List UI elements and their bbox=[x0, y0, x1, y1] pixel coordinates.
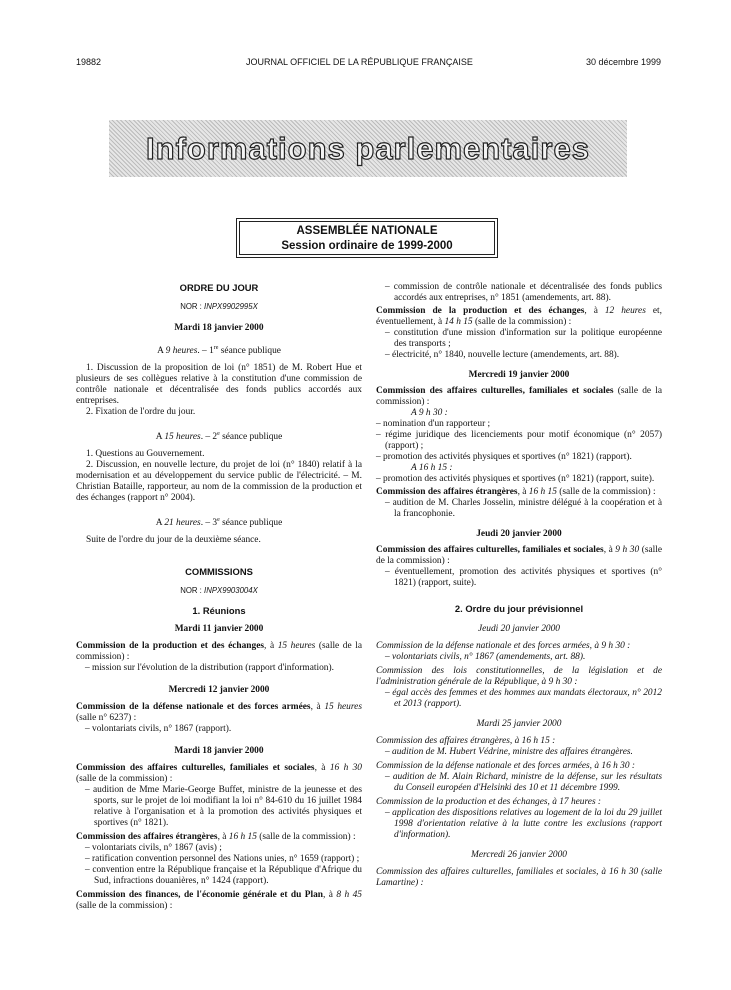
seance-1: A 9 heures. – 1re séance publique bbox=[157, 345, 281, 357]
seance-2-item: 2. Discussion, en nouvelle lecture, du projet de loi (n° 1840) relatif à la modernisation et au développement du service public de l'électricité. – M. Christian Bataille, rapporteur, au nom de la commission de la production et des échanges (rapport n° 2004). bbox=[76, 460, 362, 504]
left-column bbox=[76, 282, 362, 912]
commission-entry: Commission de la défense nationale et des forces armées, à 16 h 30 : bbox=[376, 761, 635, 771]
agenda-item: – volontariats civils, n° 1867 (amendements, art. 88). bbox=[385, 652, 586, 662]
page-number: 19882 bbox=[76, 57, 102, 67]
seance-1-item: 1. Discussion de la proposition de loi (n° 1851) de M. Robert Hue et plusieurs de ses collègues relative à la constitution d'une commission de contrôle nationale et décentralisée des fonds publics accordés aux entreprises. bbox=[76, 363, 362, 407]
page-header bbox=[76, 57, 661, 69]
odj-title: ORDRE DU JOUR bbox=[179, 282, 259, 293]
assemblee-box bbox=[236, 218, 498, 258]
section-banner bbox=[109, 120, 627, 177]
agenda-item: – application des dispositions relatives au logement de la loi du 29 juillet 1998 d'orientation relative à la lutte contre les exclusions (rapport d'information). bbox=[385, 808, 662, 840]
commission-entry: Commission de la défense nationale et des forces armées, à 9 h 30 : bbox=[376, 641, 631, 651]
agenda-item: – nomination d'un rapporteur ; bbox=[376, 419, 491, 429]
commission-entry: Commission des affaires étrangères, à 16 h 15 : bbox=[376, 736, 556, 746]
agenda-item: – volontariats civils, n° 1867 (avis) ; bbox=[85, 843, 222, 854]
agenda-item: – audition de M. Hubert Védrine, ministre des affaires étrangères. bbox=[385, 747, 633, 757]
day-heading: Mardi 11 janvier 2000 bbox=[174, 624, 264, 635]
agenda-item: – audition de M. Alain Richard, ministre de la défense, sur les résultats du Conseil européen d'Helsinki des 10 et 11 décembre 1999. bbox=[385, 772, 662, 793]
seance-2: A 15 heures. – 2e séance publique bbox=[155, 431, 283, 443]
commissions-title: COMMISSIONS bbox=[185, 566, 253, 578]
day-heading: Mardi 18 janvier 2000 bbox=[174, 746, 264, 757]
day-heading: Mercredi 26 janvier 2000 bbox=[471, 850, 567, 860]
journal-title: JOURNAL OFFICIEL DE LA RÉPUBLIQUE FRANÇAISE bbox=[246, 57, 473, 67]
day-heading: Mercredi 19 janvier 2000 bbox=[468, 370, 570, 380]
commission-entry: Commission de la production et des échanges, à 17 heures : bbox=[376, 797, 602, 807]
commissions-nor: NOR : INPX9903004X bbox=[180, 586, 258, 596]
provisional-heading: 2. Ordre du jour prévisionnel bbox=[454, 603, 584, 614]
agenda-item: – égal accès des femmes et des hommes aux mandats électoraux, n° 2012 et 2013 (rapport). bbox=[385, 688, 662, 709]
day-heading: Jeudi 20 janvier 2000 bbox=[477, 624, 560, 634]
commission-entry: Commission des affaires culturelles, familiales et sociales (salle de la commission) : bbox=[376, 386, 662, 407]
banner-title: Informations parlementaires bbox=[146, 131, 590, 166]
time-slot: A 16 h 15 : bbox=[411, 463, 453, 473]
agenda-item: – volontariats civils, n° 1867 (rapport). bbox=[85, 724, 232, 735]
issue-date: 30 décembre 1999 bbox=[585, 57, 661, 67]
agenda-item: – convention entre la République française et la République d'Afrique du Sud, infractions douanières, n° 1424 (rapport). bbox=[85, 865, 362, 887]
commission-entry: Commission des finances, de l'économie générale et du Plan, à 8 h 45 (salle de la commission) : bbox=[76, 890, 362, 912]
right-column bbox=[376, 282, 662, 889]
agenda-item: – audition de Mme Marie-George Buffet, ministre de la jeunesse et des sports, sur le projet de loi modifiant la loi n° 84-610 du 16 juillet 1984 relative à l'organisation et à la promotion des activités physiques et sportives (n° 1821). bbox=[85, 785, 362, 829]
agenda-item: – éventuellement, promotion des activités physiques et sportives (n° 1821) (rapport, suite). bbox=[385, 567, 662, 588]
commission-entry: Commission de la défense nationale et des forces armées, à 15 heures (salle n° 6237) : bbox=[76, 702, 362, 724]
day-heading: Jeudi 20 janvier 2000 bbox=[476, 529, 562, 539]
commission-entry: Commission des affaires étrangères, à 16 h 15 (salle de la commission) : bbox=[376, 487, 656, 497]
commission-entry: Commission des lois constitutionnelles, de la législation et de l'administration générale de la République, à 9 h 30 : bbox=[376, 666, 662, 687]
odj-day: Mardi 18 janvier 2000 bbox=[174, 323, 264, 333]
time-slot: A 9 h 30 : bbox=[411, 408, 448, 418]
seance-3: A 21 heures. – 3e séance publique bbox=[155, 517, 283, 529]
reunions-heading: 1. Réunions bbox=[192, 605, 246, 617]
assemblee-name: ASSEMBLÉE NATIONALE bbox=[296, 225, 438, 237]
seance-1-item: 2. Fixation de l'ordre du jour. bbox=[86, 407, 196, 418]
seance-3-item: Suite de l'ordre du jour de la deuxième séance. bbox=[86, 535, 261, 546]
commission-entry: Commission des affaires étrangères, à 16 h 15 (salle de la commission) : bbox=[76, 832, 356, 843]
commission-entry: Commission des affaires culturelles, familiales et sociales, à 16 h 30 (salle Lamartine) : bbox=[376, 867, 662, 888]
agenda-item: – audition de M. Charles Josselin, ministre délégué à la coopération et à la francophonie. bbox=[385, 498, 662, 519]
session-title: Session ordinaire de 1999-2000 bbox=[281, 240, 453, 252]
agenda-item: – promotion des activités physiques et sportives (n° 1821) (rapport, suite). bbox=[376, 474, 655, 484]
agenda-item: – mission sur l'évolution de la distribution (rapport d'information). bbox=[85, 663, 334, 674]
odj-nor: NOR : INPX9902995X bbox=[180, 302, 258, 311]
agenda-item: – promotion des activités physiques et sportives (n° 1821) (rapport). bbox=[376, 452, 632, 462]
agenda-item: – commission de contrôle nationale et décentralisée des fonds publics accordés aux entreprises, n° 1851 (amendements, art. 88). bbox=[385, 282, 662, 303]
commission-entry: Commission des affaires culturelles, familiales et sociales, à 16 h 30 (salle de la commission) : bbox=[76, 763, 362, 785]
agenda-item: – régime juridique des licenciements pour motif économique (n° 2057) (rapport) ; bbox=[376, 430, 662, 451]
agenda-item: – électricité, n° 1840, nouvelle lecture (amendements, art. 88). bbox=[385, 350, 620, 360]
agenda-item: – constitution d'une mission d'information sur la politique européenne des transports ; bbox=[385, 328, 662, 349]
agenda-item: – ratification convention personnel des Nations unies, n° 1659 (rapport) ; bbox=[85, 854, 360, 865]
commission-entry: Commission de la production et des échanges, à 12 heures et, éventuellement, à 14 h 15 (salle de la commission) : bbox=[376, 306, 662, 327]
day-heading: Mardi 25 janvier 2000 bbox=[476, 719, 562, 729]
commission-entry: Commission de la production et des échanges, à 15 heures (salle de la commission) : bbox=[76, 641, 362, 663]
day-heading: Mercredi 12 janvier 2000 bbox=[168, 685, 270, 696]
commission-entry: Commission des affaires culturelles, familiales et sociales, à 9 h 30 (salle de la commission) : bbox=[376, 545, 663, 566]
seance-2-item: 1. Questions au Gouvernement. bbox=[86, 449, 205, 460]
